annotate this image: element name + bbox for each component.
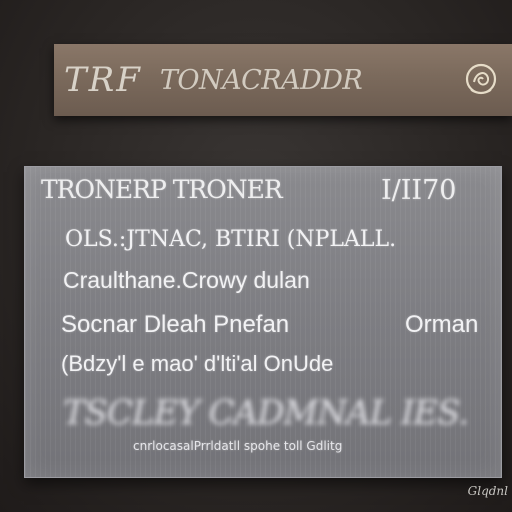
swirl-emblem-icon — [464, 60, 498, 98]
panel-text-line-3-right: Orman — [405, 311, 479, 338]
panel-blurred-text: TSCLEY CADMNAL IES. — [63, 393, 469, 433]
panel-number: I/II70 — [381, 175, 457, 206]
panel-text-line-2: Craulthane.Crowy dulan — [63, 267, 310, 293]
panel-heading: TRONERP TRONER — [41, 175, 282, 204]
panel-text-line-3: Socnar Dleah Pnefan — [61, 311, 290, 338]
sign-subtitle: TONACRADDR — [159, 64, 363, 96]
panel-text-line-1: OLS.:JTNAC, BTIRI (NPLALL. — [65, 227, 397, 252]
glass-notice-panel — [24, 166, 502, 478]
sign-title: TRF — [64, 60, 142, 100]
panel-text-line-4: (Bdzy'l e mao' d'lti'al OnUde — [61, 351, 334, 376]
watermark: Glqdnl — [467, 484, 508, 498]
wooden-sign — [54, 44, 512, 116]
panel-small-print: cnrlocasalPrrldatll spohe toll Gdlitg — [133, 439, 343, 453]
